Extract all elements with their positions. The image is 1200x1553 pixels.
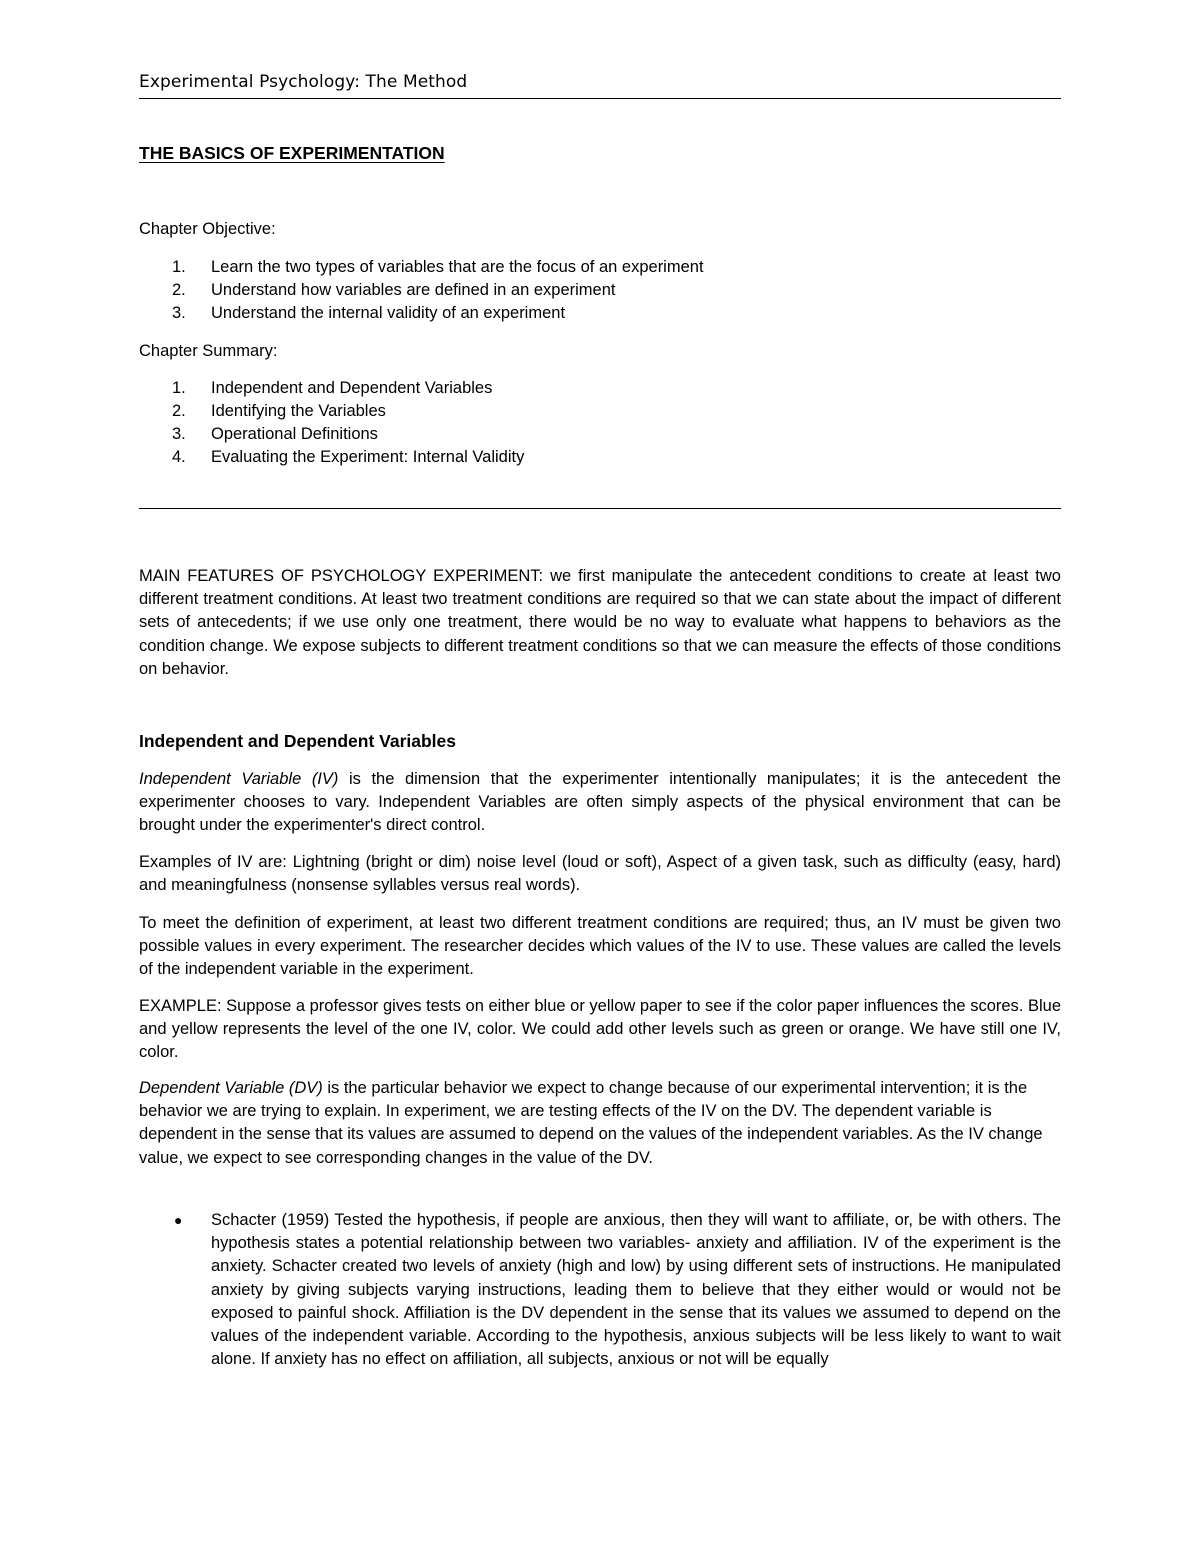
section-divider	[139, 508, 1061, 509]
levels-paragraph: To meet the definition of experiment, at least two different treatment conditions are required; thus, an IV must be given two possible values in every experiment. The researcher decides which values of the IV to use. These values are called the levels of the independent variable in the experiment.	[139, 914, 1061, 979]
list-text: Operational Definitions	[211, 425, 378, 443]
running-header: Experimental Psychology: The Method	[139, 72, 468, 92]
example-paragraph: EXAMPLE: Suppose a professor gives tests on either blue or yellow paper to see if the color paper influences the scores. Blue and yellow represents the level of the one IV, color. We could add other levels such as green or orange. We have still one IV, color.	[139, 997, 1061, 1062]
bullet-text: Schacter (1959) Tested the hypothesis, if people are anxious, then they will want to affiliate, or, be with others. The hypothesis states a potential relationship between two variables- anxiety and affiliation. IV of the experiment is the anxiety. Schacter created two levels of anxiety (high and low) by using different sets of instructions. He manipulated anxiety by giving subjects varying instructions, leading them to believe that they either would or would not be exposed to painful shock. Affiliation is the DV dependent in the sense that its values we assumed to depend on the values of the independent variable. According to the hypothesis, anxious subjects will be less likely to want to wait alone. If anxiety has no effect on affiliation, all subjects, anxious or not will be equally	[211, 1211, 1061, 1369]
dv-term: Dependent Variable (DV)	[139, 1079, 323, 1097]
iv-definition-paragraph	[139, 768, 1061, 838]
iv-term: Independent Variable (IV)	[139, 770, 339, 788]
iv-examples-paragraph: Examples of IV are: Lightning (bright or dim) noise level (loud or soft), Aspect of a given task, such as difficulty (easy, hard) and meaningfulness (nonsense syllables versus real words).	[139, 853, 1061, 895]
iv-definition: is the dimension that the experimenter intentionally manipulates; it is the antecedent the experimenter chooses to vary. Independent Variables are often simply aspects of the physical environment that can be brought under the experimenter's direct control.	[139, 770, 1061, 835]
list-text: Independent and Dependent Variables	[211, 379, 493, 397]
header-rule	[139, 98, 1061, 99]
summary-list	[139, 377, 524, 469]
list-item	[139, 400, 524, 423]
list-number: 4.	[172, 448, 186, 466]
list-number: 3.	[172, 304, 186, 322]
list-number: 1.	[172, 379, 186, 397]
document-title: THE BASICS OF EXPERIMENTATION	[139, 143, 445, 163]
list-number: 2.	[172, 281, 186, 299]
list-number: 3.	[172, 425, 186, 443]
section-heading: Independent and Dependent Variables	[139, 731, 457, 751]
list-number: 1.	[172, 258, 186, 276]
list-text: Understand the internal validity of an experiment	[211, 304, 566, 322]
list-item	[139, 302, 704, 325]
dv-definition: is the particular behavior we expect to change because of our experimental intervention; it is the behavior we are trying to explain. In experiment, we are testing effects of the IV on the DV. The dependent variable is dependent in the sense that its values are assumed to depend on the values of the independent variables. As the IV change value, we expect to see corresponding changes in the value of the DV.	[139, 1079, 1043, 1167]
list-item	[139, 256, 704, 279]
objective-label: Chapter Objective:	[139, 220, 276, 238]
list-item	[139, 423, 524, 446]
bullet-marker: ●	[174, 1212, 183, 1228]
list-number: 2.	[172, 402, 186, 420]
main-features-paragraph: MAIN FEATURES OF PSYCHOLOGY EXPERIMENT: we first manipulate the antecedent conditions to create at least two different treatment conditions. At least two treatment conditions are required so that we can state about the impact of different sets of antecedents; if we use only one treatment, there would be no way to evaluate what happens to behaviors as the condition change. We expose subjects to different treatment conditions so that we can measure the effects of those conditions on behavior.	[139, 567, 1061, 678]
bullet-item	[174, 1209, 1061, 1371]
list-text: Learn the two types of variables that are the focus of an experiment	[211, 258, 704, 276]
dv-definition-paragraph	[139, 1077, 1061, 1170]
list-item	[139, 279, 704, 302]
list-text: Evaluating the Experiment: Internal Validity	[211, 448, 525, 466]
list-item	[139, 446, 524, 469]
list-text: Identifying the Variables	[211, 402, 386, 420]
list-text: Understand how variables are defined in an experiment	[211, 281, 616, 299]
summary-label: Chapter Summary:	[139, 342, 278, 360]
objective-list	[139, 256, 704, 325]
list-item	[139, 377, 524, 400]
